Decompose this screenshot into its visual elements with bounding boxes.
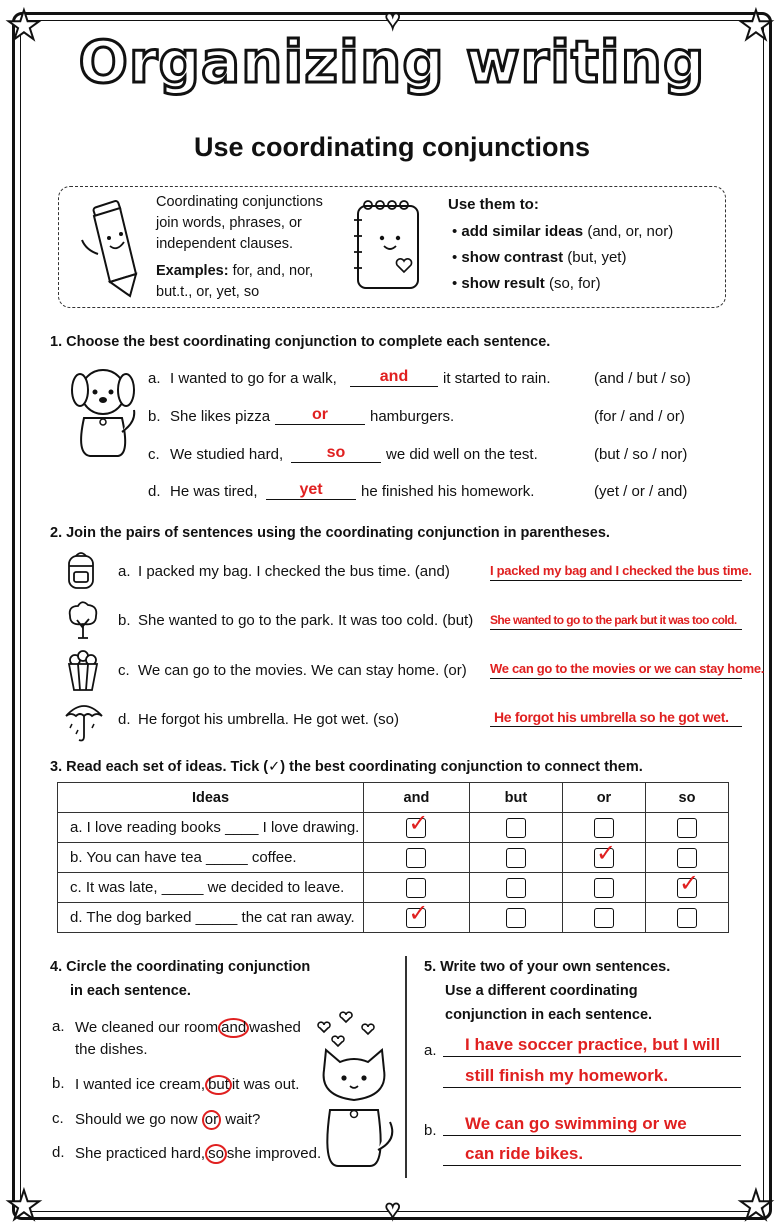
checkbox[interactable]	[406, 899, 429, 928]
q1-letter: c.	[148, 446, 160, 463]
q4-sentence: I wanted ice cream, but it was out.	[75, 1076, 300, 1093]
question-4-heading: in each sentence.	[70, 983, 191, 999]
q1-sentence-end: he finished his homework.	[361, 483, 535, 500]
q2-answer-line[interactable]: He forgot his umbrella so he got wet.	[490, 708, 742, 727]
q2-prompt: I packed my bag. I checked the bus time. (and)	[138, 563, 450, 580]
q1-letter: b.	[148, 408, 161, 425]
idea-cell: c. It was late, _____ we decided to leave.	[58, 873, 364, 903]
checkbox[interactable]	[677, 818, 697, 838]
examples-text: for, and, nor,	[232, 263, 314, 279]
q1-letter: d.	[148, 483, 161, 500]
q1-options: (and / but / so)	[594, 370, 691, 387]
q2-letter: d.	[118, 711, 131, 728]
column-header: or	[562, 783, 645, 813]
q2-letter: c.	[118, 662, 130, 679]
checkbox[interactable]	[506, 848, 526, 868]
question-1-heading: 1. Choose the best coordinating conjunction to complete each sentence.	[50, 334, 551, 350]
q1-sentence-end: hamburgers.	[370, 408, 455, 425]
checkbox[interactable]	[506, 878, 526, 898]
q1-sentence-end: it started to rain.	[443, 370, 551, 387]
q1-sentence-end: we did well on the test.	[386, 446, 538, 463]
q4-letter: a.	[52, 1018, 65, 1035]
q2-answer-line[interactable]: She wanted to go to the park but it was too cold.	[490, 611, 742, 630]
use-item: • show result (so, for)	[452, 275, 601, 292]
column-header: Ideas	[58, 783, 364, 813]
definition-line: Coordinating conjunctions	[156, 194, 323, 210]
umbrella-icon	[64, 700, 104, 744]
q5-letter: b.	[424, 1122, 437, 1139]
checkbox[interactable]	[594, 908, 614, 928]
heart-icon: ♥	[385, 4, 401, 34]
q1-letter: a.	[148, 370, 161, 387]
q4-sentence: She practiced hard, so she improved.	[75, 1145, 322, 1162]
question-5-heading: Use a different coordinating	[445, 983, 638, 999]
checkbox[interactable]	[677, 908, 697, 928]
checkbox[interactable]	[406, 878, 426, 898]
check-icon: ✓	[678, 869, 700, 897]
q5-answer-line[interactable]: can ride bikes.	[443, 1143, 741, 1166]
q1-options: (for / and / or)	[594, 408, 685, 425]
tree-icon	[66, 600, 100, 640]
idea-cell: d. The dog barked _____ the cat ran away.	[58, 903, 364, 933]
backpack-icon	[66, 550, 96, 590]
q5-answer-line[interactable]: I have soccer practice, but I will	[443, 1034, 741, 1057]
definition-line: join words, phrases, or	[156, 215, 302, 231]
table-row	[58, 843, 729, 873]
checkbox[interactable]	[677, 869, 700, 898]
question-2-heading: 2. Join the pairs of sentences using the coordinating conjunction in parentheses.	[50, 525, 610, 541]
table-row	[58, 903, 729, 933]
q2-prompt: We can go to the movies. We can stay home. (or)	[138, 662, 467, 679]
column-divider	[405, 956, 407, 1178]
checkbox[interactable]	[594, 878, 614, 898]
q1-answer-blank[interactable]: and	[350, 368, 438, 387]
use-item: • add similar ideas (and, or, nor)	[452, 223, 674, 240]
q2-prompt: He forgot his umbrella. He got wet. (so)	[138, 711, 399, 728]
q4-sentence: We cleaned our room and washed	[75, 1019, 301, 1036]
idea-cell: a. I love reading books ____ I love drawing.	[58, 813, 364, 843]
checkbox[interactable]	[677, 848, 697, 868]
q4-sentence: Should we go now or wait?	[75, 1111, 261, 1128]
q1-sentence-start: We studied hard,	[170, 446, 284, 463]
checkbox[interactable]	[594, 818, 614, 838]
q1-sentence-start: She likes pizza	[170, 408, 271, 425]
table-row	[58, 813, 729, 843]
q1-options: (but / so / nor)	[594, 446, 688, 463]
check-icon: ✓	[408, 809, 429, 837]
q1-answer-blank[interactable]: yet	[266, 481, 356, 500]
page-subtitle: Use coordinating conjunctions	[193, 132, 591, 162]
q1-options: (yet / or / and)	[594, 483, 688, 500]
question-4-heading: 4. Circle the coordinating conjunction	[50, 959, 311, 975]
popcorn-icon	[66, 650, 100, 692]
use-item: • show contrast (but, yet)	[452, 249, 627, 266]
question-5-heading: 5. Write two of your own sentences.	[424, 959, 671, 975]
checkbox[interactable]	[406, 848, 426, 868]
q1-answer-blank[interactable]: or	[275, 406, 365, 425]
q5-answer-line[interactable]: We can go swimming or we	[443, 1113, 741, 1136]
star-icon: ★	[6, 4, 42, 48]
checkbox[interactable]	[506, 908, 526, 928]
q1-answer-blank[interactable]: so	[291, 444, 381, 463]
q4-letter: d.	[52, 1144, 65, 1161]
tick-table	[57, 782, 729, 933]
star-icon: ★	[738, 1184, 774, 1228]
star-icon: ★	[6, 1184, 42, 1228]
q2-letter: a.	[118, 563, 131, 580]
column-header: so	[645, 783, 728, 813]
check-icon: ✓	[408, 899, 429, 927]
question-3-heading: 3. Read each set of ideas. Tick (✓) the best coordinating conjunction to connect them.	[50, 759, 643, 775]
q4-letter: c.	[52, 1110, 64, 1127]
column-header: but	[469, 783, 562, 813]
pencil-icon	[72, 192, 142, 304]
checkbox[interactable]	[594, 839, 617, 868]
q5-answer-line[interactable]: still finish my homework.	[443, 1065, 741, 1088]
table-header-row	[58, 783, 729, 813]
circled-conjunction[interactable]: or	[202, 1110, 221, 1130]
page-title: Organizing writing	[78, 28, 706, 96]
q4-sentence-line2: the dishes.	[75, 1041, 148, 1058]
q1-sentence-start: He was tired,	[170, 483, 258, 500]
use-title: Use them to:	[448, 196, 539, 213]
checkbox[interactable]	[406, 809, 429, 838]
circled-conjunction[interactable]: and	[218, 1018, 249, 1038]
circled-conjunction[interactable]: so	[205, 1144, 227, 1164]
checkbox[interactable]	[506, 818, 526, 838]
table-row	[58, 873, 729, 903]
examples-label: Examples:	[156, 263, 229, 279]
check-icon: ✓	[595, 839, 617, 867]
heart-icon: ♥	[385, 1194, 401, 1224]
q1-sentence-start: I wanted to go for a walk,	[170, 370, 337, 387]
definition-line: independent clauses.	[156, 236, 294, 252]
column-header: and	[364, 783, 470, 813]
notebook-icon	[352, 200, 424, 292]
q2-answer-line[interactable]: I packed my bag and I checked the bus time.	[490, 562, 742, 581]
cat-icon	[314, 1010, 400, 1170]
q5-letter: a.	[424, 1042, 437, 1059]
examples-text: but.t., or, yet, so	[156, 284, 260, 300]
star-icon: ★	[738, 4, 774, 48]
q2-letter: b.	[118, 612, 131, 629]
circled-conjunction[interactable]: but	[205, 1075, 232, 1095]
idea-cell: b. You can have tea _____ coffee.	[58, 843, 364, 873]
q2-prompt: She wanted to go to the park. It was too cold. (but)	[138, 612, 474, 629]
puppy-icon	[66, 362, 140, 458]
question-5-heading: conjunction in each sentence.	[445, 1007, 653, 1023]
q2-answer-line[interactable]: We can go to the movies or we can stay home.	[490, 660, 742, 679]
q4-letter: b.	[52, 1075, 65, 1092]
